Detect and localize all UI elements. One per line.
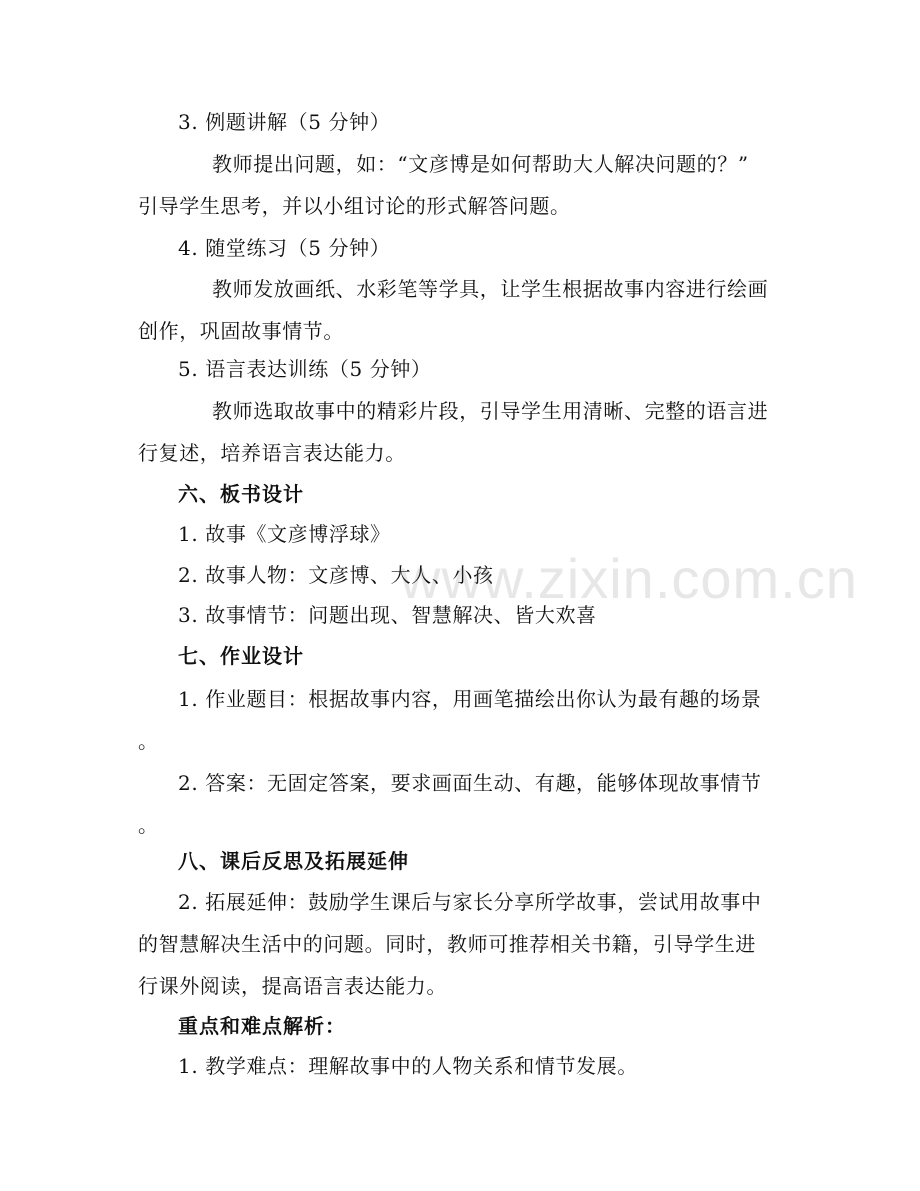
section-item-language: 5. 语言表达训练（5 分钟） bbox=[178, 357, 432, 381]
watermark: www.zixin.com.cn bbox=[400, 547, 858, 610]
list-item: 1. 教学难点：理解故事中的人物关系和情节发展。 bbox=[178, 1054, 638, 1078]
paragraph-line: 。 bbox=[138, 813, 159, 837]
list-item: 1. 故事《文彦博浮球》 bbox=[178, 522, 391, 546]
list-item: 2. 拓展延伸：鼓励学生课后与家长分享所学故事，尝试用故事中 bbox=[178, 890, 762, 914]
paragraph-line: 创作，巩固故事情节。 bbox=[138, 319, 344, 343]
paragraph-line: 教师选取故事中的精彩片段，引导学生用清晰、完整的语言进 bbox=[212, 399, 769, 423]
list-item: 3. 故事情节：问题出现、智慧解决、皆大欢喜 bbox=[178, 603, 597, 627]
section-heading-board: 六、板书设计 bbox=[178, 482, 304, 506]
section-heading-reflection: 八、课后反思及拓展延伸 bbox=[178, 849, 409, 873]
section-heading-homework: 七、作业设计 bbox=[178, 644, 304, 668]
paragraph-line: 教师发放画纸、水彩笔等学具，让学生根据故事内容进行绘画 bbox=[212, 277, 769, 301]
section-heading-key-points: 重点和难点解析： bbox=[178, 1014, 346, 1038]
paragraph-line: 行复述，培养语言表达能力。 bbox=[138, 441, 406, 465]
section-item-practice: 4. 随堂练习（5 分钟） bbox=[178, 236, 391, 260]
list-item: 1. 作业题目：根据故事内容，用画笔描绘出你认为最有趣的场景 bbox=[178, 687, 762, 711]
paragraph-line: 的智慧解决生活中的问题。同时，教师可推荐相关书籍，引导学生进 bbox=[138, 932, 756, 956]
list-item: 2. 答案：无固定答案，要求画面生动、有趣，能够体现故事情节 bbox=[178, 771, 762, 795]
paragraph-line: 引导学生思考，并以小组讨论的形式解答问题。 bbox=[138, 194, 571, 218]
list-item: 2. 故事人物：文彦博、大人、小孩 bbox=[178, 563, 494, 587]
section-item-example: 3. 例题讲解（5 分钟） bbox=[178, 110, 391, 134]
paragraph-line: 行课外阅读，提高语言表达能力。 bbox=[138, 974, 447, 998]
paragraph-line: 教师提出问题，如：“文彦博是如何帮助大人解决问题的？” bbox=[212, 152, 749, 176]
paragraph-line: 。 bbox=[138, 729, 159, 753]
